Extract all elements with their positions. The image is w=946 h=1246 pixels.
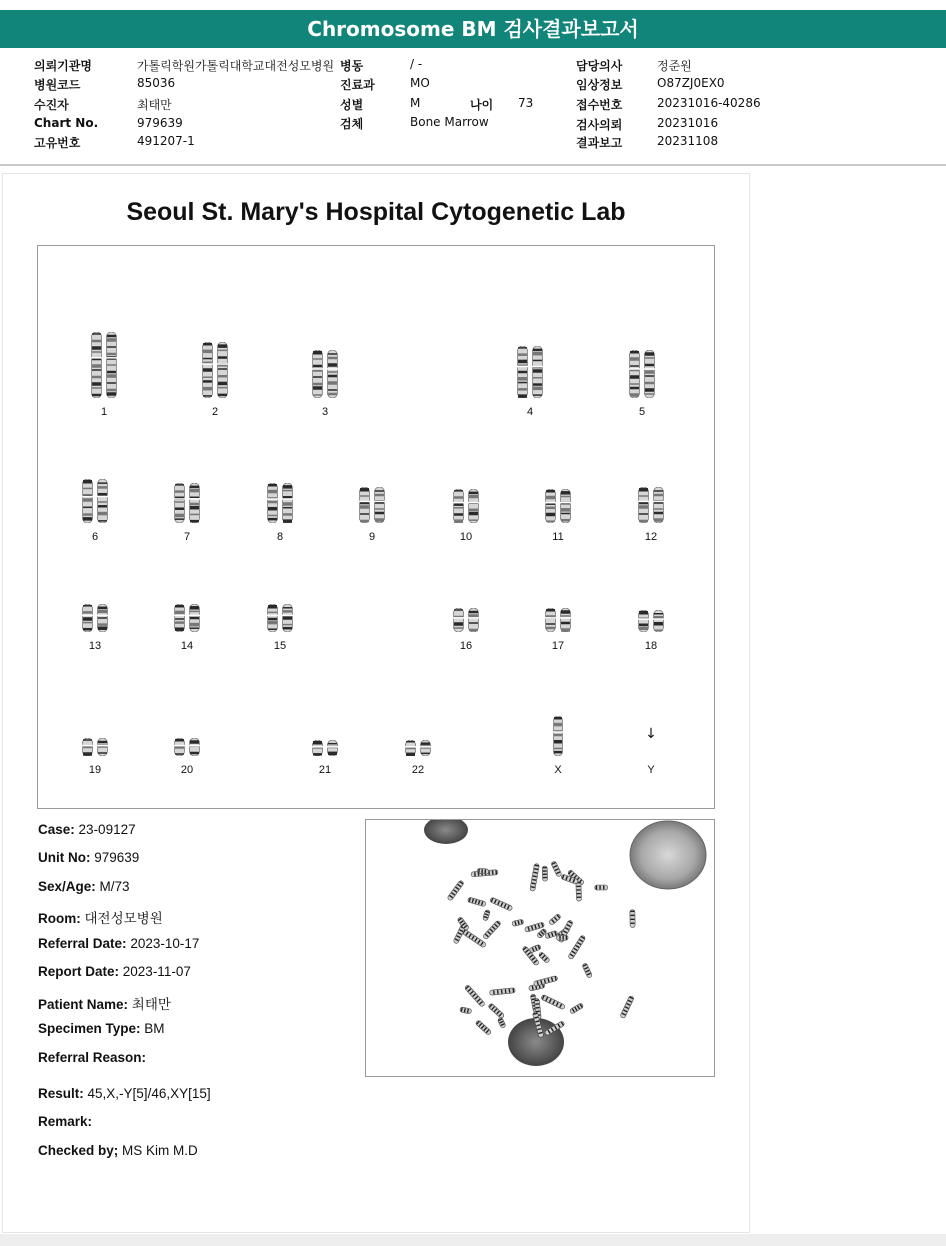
metaphase-chromosome [620,995,634,1018]
metaphase-chromosome [576,881,582,901]
chromosome-spread [447,861,635,1038]
result-label: Result: [38,1086,84,1101]
chromosome-label-16: 16 [459,640,473,652]
patient-line [38,993,171,1013]
chromosome-label-19: 19 [88,764,102,776]
metaphase-image [365,819,715,1077]
metaphase-chromosome [595,885,608,890]
sexage-label: Sex/Age: [38,879,96,894]
chromosome-label-Y: Y [647,764,655,776]
header-value-age: 73 [518,96,534,110]
referral-date-value: 2023-10-17 [130,936,200,951]
karyogram [37,245,715,809]
specimen-line [38,1021,165,1036]
chromosome-pair-8 [263,483,297,523]
header-value-department: MO [410,76,430,90]
metaphase-chromosome [533,975,558,986]
header-label-request-date: 검사의뢰 [576,118,623,132]
chromosome-pair-14 [170,604,204,632]
header-label-ward: 병동 [340,59,364,73]
metaphase-chromosome [477,868,489,874]
chromosome-label-9: 9 [368,531,376,543]
specimen-label: Specimen Type: [38,1021,141,1036]
chromosome-label-4: 4 [526,406,534,418]
header-label-receipt-no: 접수번호 [576,98,623,112]
metaphase-chromosome [482,920,501,940]
header-value-doctor: 정준원 [657,59,692,73]
header-value-receipt-no: 20231016-40286 [657,96,761,110]
result-value: 45,X,-Y[5]/46,XY[15] [87,1086,211,1101]
chromosome-label-13: 13 [88,640,102,652]
result-line [38,1086,211,1101]
header-value-specimen: Bone Marrow [410,115,489,129]
chromosome-label-2: 2 [211,406,219,418]
referral-reason-line [38,1050,146,1065]
chromosome-label-7: 7 [183,531,191,543]
chromosome-pair-9 [355,487,389,523]
checked-line [38,1143,198,1158]
header-value-ward: / - [410,57,423,71]
room-value: 대전성모병원 [84,911,163,926]
case-line [38,822,136,837]
header-label-patient: 수진자 [34,98,69,112]
chromosome-pair-22 [401,740,435,756]
chromosome-label-6: 6 [91,531,99,543]
chromosome-label-11: 11 [552,531,564,543]
patient-value: 최태만 [131,997,171,1012]
header-label-hospital-code: 병원코드 [34,78,81,92]
case-label: Case: [38,822,75,837]
header-value-sex: M [410,96,421,110]
header-label-specimen: 검체 [340,117,364,131]
metaphase-chromosome [512,919,524,926]
chromosome-pair-21 [308,740,342,756]
chromosome-pair-12 [634,487,668,523]
report-date-line [38,964,191,979]
sexage-value: M/73 [99,879,130,894]
metaphase-chromosome [461,929,486,948]
header-label-unique-no: 고유번호 [34,136,81,150]
report-date-label: Report Date: [38,964,120,979]
metaphase-chromosome [490,897,513,911]
chromosome-label-12: 12 [644,531,658,543]
cytogenetic-report-page [2,173,750,1233]
header-label-department: 진료과 [340,78,375,92]
metaphase-chromosome [541,994,566,1010]
chromosome-pair-5 [625,350,659,398]
checked-label: Checked by; [38,1143,119,1158]
chromosome-label-X: X [554,764,562,776]
chromosome-label-1: 1 [100,406,108,418]
chromosome-pair-18 [634,610,668,632]
metaphase-chromosome [545,930,558,939]
patient-label: Patient Name: [38,997,129,1012]
specimen-value: BM [144,1021,165,1036]
header-value-clinical-info: O87ZJ0EX0 [657,76,725,90]
case-value: 23-09127 [78,822,136,837]
chromosome-pair-19 [78,738,112,756]
metaphase-chromosome [548,913,561,925]
header-value-unique-no: 491207-1 [137,134,195,148]
unit-value: 979639 [94,850,140,865]
referral-reason-label: Referral Reason: [38,1050,147,1065]
chromosome-label-10: 10 [459,531,473,543]
checked-value: MS Kim M.D [122,1143,198,1158]
metaphase-chromosome [488,1003,505,1019]
metaphase-chromosome [460,1007,472,1014]
chromosome-pair-6 [78,479,112,523]
sexage-line [38,879,130,894]
chromosome-pair-11 [541,489,575,523]
metaphase-chromosome [551,861,562,877]
chromosome-label-14: 14 [180,640,194,652]
metaphase-chromosome [489,988,515,996]
chromosome-pair-13 [78,604,112,632]
header-label-clinical-info: 임상정보 [576,78,623,92]
report-title: Chromosome BM 검사결과보고서 [307,17,639,41]
room-label: Room: [38,911,81,926]
header-value-hospital-code: 85036 [137,76,176,90]
metaphase-chromosome [482,909,490,921]
chromosome-label-15: 15 [273,640,287,652]
missing-y-arrow-icon: ↓ [645,726,657,742]
metaphase-chromosome [538,952,550,964]
metaphase-chromosome [530,863,540,891]
chromosome-label-20: 20 [180,764,194,776]
room-line [38,907,163,927]
metaphase-spread [366,820,714,1076]
metaphase-chromosome [447,880,464,901]
chromosome-pair-4 [513,346,547,398]
chromosome-label-5: 5 [638,406,646,418]
header-label-sex: 성별 [340,98,364,112]
chromosome-label-21: 21 [318,764,332,776]
chromosome-label-18: 18 [644,640,658,652]
chromosome-pair-2 [198,342,232,398]
header-value-request-date: 20231016 [657,116,719,130]
header-label-report-date: 결과보고 [576,136,623,150]
chromosome-pair-16 [449,608,483,632]
metaphase-chromosome [556,935,568,940]
remark-label: Remark: [38,1114,93,1129]
metaphase-chromosome [569,1003,584,1015]
unit-line [38,850,139,865]
page-footer-bar [0,1234,946,1246]
lab-title: Seoul St. Mary's Hospital Cytogenetic Lab [126,198,626,226]
metaphase-chromosome [630,910,635,928]
header-value-institution: 가톨릭학원가톨릭대학교대전성모병원 [137,59,335,73]
chromosome-label-17: 17 [551,640,565,652]
metaphase-chromosome [568,935,586,960]
chromosome-label-22: 22 [411,764,425,776]
remark-line [38,1114,92,1129]
page-margin [750,166,946,1246]
metaphase-chromosome [497,1017,506,1028]
metaphase-chromosome [542,866,548,881]
chromosome-pair-10 [449,489,483,523]
header-label-doctor: 담당의사 [576,59,623,73]
header-value-patient: 최태만 [137,98,172,112]
nucleus-top-right [630,821,706,889]
metaphase-chromosome [464,985,485,1008]
metaphase-chromosome [467,897,486,907]
chromosome-pair-X [550,716,566,756]
chromosome-label-8: 8 [276,531,284,543]
report-date-value: 2023-11-07 [122,964,191,979]
chromosome-pair-7 [170,483,204,523]
chromosome-pair-20 [170,738,204,756]
chromosome-pair-15 [263,604,297,632]
referral-date-line [38,936,199,951]
chromosome-label-3: 3 [321,406,329,418]
metaphase-chromosome [582,963,593,979]
chromosome-pair-1 [87,332,121,398]
header-value-chart-no: 979639 [137,116,183,130]
nucleus-top-left [424,820,468,844]
metaphase-chromosome [475,1020,492,1036]
report-title-banner [0,10,946,48]
header-value-report-date: 20231108 [657,134,719,148]
header-label-chart-no: Chart No. [34,116,99,130]
unit-label: Unit No: [38,850,91,865]
chromosome-pair-3 [308,350,342,398]
header-label-age: 나이 [470,98,494,112]
chromosome-pair-17 [541,608,575,632]
header-label-institution: 의뢰기관명 [34,59,92,73]
referral-date-label: Referral Date: [38,936,127,951]
